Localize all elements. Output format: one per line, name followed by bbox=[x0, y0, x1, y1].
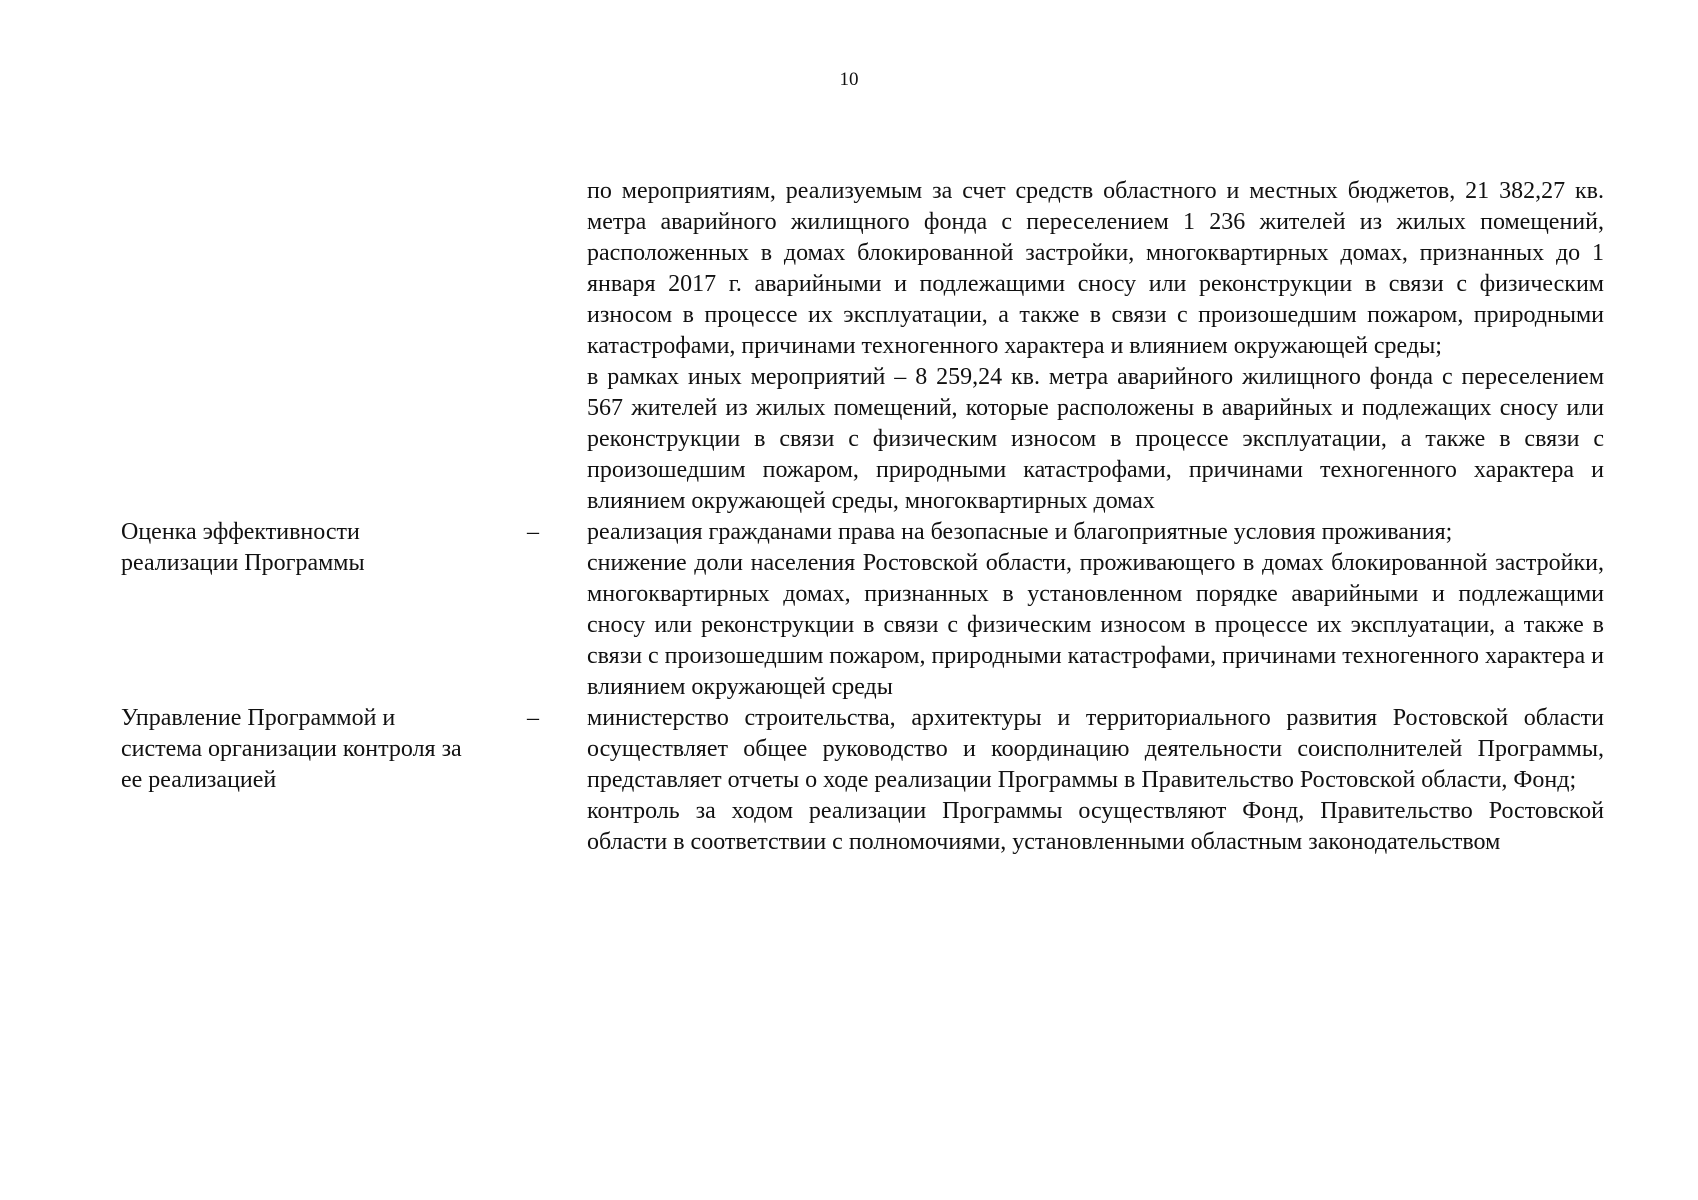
row-resettlement-volume bbox=[0, 176, 1698, 517]
row-label: Управление Программой и система организации контроля за ее реализацией bbox=[121, 705, 462, 793]
passport-table bbox=[0, 176, 1698, 858]
row-label: Оценка эффективности реализации Программы bbox=[121, 519, 365, 576]
paragraph: снижение доли населения Ростовской области, проживающего в домах блокированной застройки, многоквартирных домах, признанных в установленном порядке аварийными и подлежащими сносу или реконструкции в связи с физическим износом в процессе их эксплуатации, а также в связи с произошедшим пожаром, природными катастрофами, причинами техногенного характера и влиянием окружающей среды bbox=[587, 550, 1604, 700]
paragraph: контроль за ходом реализации Программы осуществляют Фонд, Правительство Ростовской области в соответствии с полномочиями, установленными областным законодательством bbox=[587, 798, 1604, 855]
row-dash: – bbox=[527, 519, 539, 545]
row-dash: – bbox=[527, 705, 539, 731]
row-body bbox=[587, 176, 1604, 517]
paragraph: реализация гражданами права на безопасные и благоприятные условия проживания; bbox=[587, 519, 1453, 545]
row-program-management bbox=[0, 703, 1698, 858]
row-efficiency-assessment bbox=[0, 517, 1698, 703]
row-body bbox=[587, 703, 1604, 858]
paragraph: по мероприятиям, реализуемым за счет средств областного и местных бюджетов, 21 382,27 кв. метра аварийного жилищного фонда с переселением 1 236 жителей из жилых помещений, расположенных в домах блокированной застройки, многоквартирных домах, признанных до 1 января 2017 г. аварийными и подлежащими сносу или реконструкции в связи с физическим износом в процессе их эксплуатации, а также в связи с произошедшим пожаром, природными катастрофами, причинами техногенного характера и влиянием окружающей среды; bbox=[587, 178, 1604, 359]
paragraph: в рамках иных мероприятий – 8 259,24 кв. метра аварийного жилищного фонда с переселением 567 жителей из жилых помещений, которые расположены в аварийных и подлежащих сносу или реконструкции в связи с физическим износом в процессе эксплуатации, а также в связи с произошедшим пожаром, природными катастрофами, причинами техногенного характера и влиянием окружающей среды, многоквартирных домах bbox=[587, 364, 1604, 514]
row-body bbox=[587, 517, 1604, 703]
page-number: 10 bbox=[839, 69, 859, 90]
paragraph: министерство строительства, архитектуры и территориального развития Ростовской области осуществляет общее руководство и координацию деятельности соисполнителей Программы, представляет отчеты о ходе реализации Программы в Правительство Ростовской области, Фонд; bbox=[587, 705, 1604, 793]
